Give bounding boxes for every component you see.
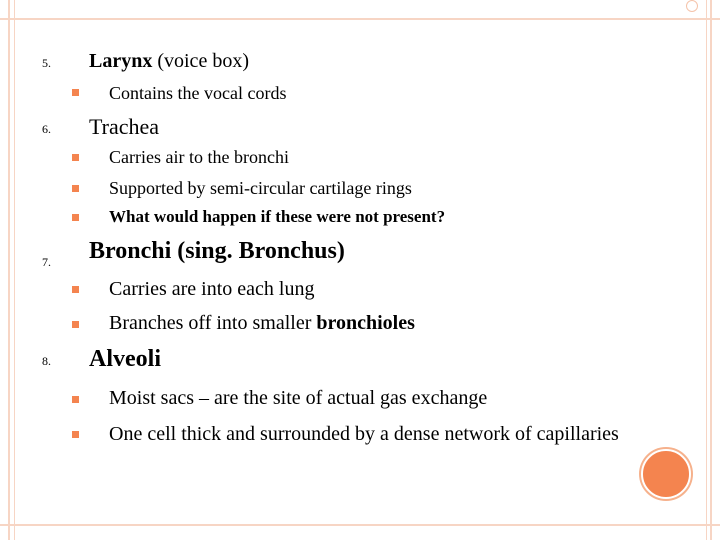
list-item	[109, 312, 415, 335]
heading-larynx-bold: Larynx	[89, 50, 153, 72]
bullet-square-icon	[72, 154, 79, 161]
bullet-square-icon	[72, 214, 79, 221]
heading-larynx	[89, 50, 249, 73]
bullet-square-icon	[72, 321, 79, 328]
list-item: Carries air to the bronchi	[109, 147, 289, 167]
list-item: Supported by semi-circular cartilage rings	[109, 178, 412, 198]
list-number-5: 5.	[42, 56, 51, 70]
list-item-text: Branches off into smaller	[109, 312, 317, 334]
bullet-square-icon	[72, 185, 79, 192]
right-border-outer	[710, 0, 712, 540]
heading-trachea: Trachea	[89, 114, 160, 139]
list-item: Moist sacs – are the site of actual gas exchange	[109, 387, 488, 409]
bullet-square-icon	[72, 396, 79, 403]
top-border	[0, 18, 720, 20]
list-item: Contains the vocal cords	[109, 83, 287, 103]
list-item-bold-term: bronchioles	[316, 312, 415, 334]
right-border-inner	[706, 0, 707, 540]
left-border-outer	[8, 0, 10, 540]
left-border-inner	[14, 0, 15, 540]
bullet-square-icon	[72, 431, 79, 438]
list-number-8: 8.	[42, 354, 51, 368]
heading-larynx-rest: (voice box)	[152, 50, 249, 72]
list-item: One cell thick and surrounded by a dense network of capillaries	[109, 423, 619, 445]
bottom-border	[0, 524, 720, 526]
corner-circle-decoration	[686, 0, 698, 12]
list-number-6: 6.	[42, 122, 51, 136]
bullet-square-icon	[72, 89, 79, 96]
list-number-7: 7.	[42, 255, 51, 269]
orange-circle-decoration	[641, 449, 691, 499]
list-item: What would happen if these were not present?	[109, 207, 446, 226]
bullet-square-icon	[72, 286, 79, 293]
heading-alveoli: Alveoli	[89, 346, 161, 372]
heading-bronchi: Bronchi (sing. Bronchus)	[89, 238, 345, 264]
list-item: Carries are into each lung	[109, 278, 315, 300]
